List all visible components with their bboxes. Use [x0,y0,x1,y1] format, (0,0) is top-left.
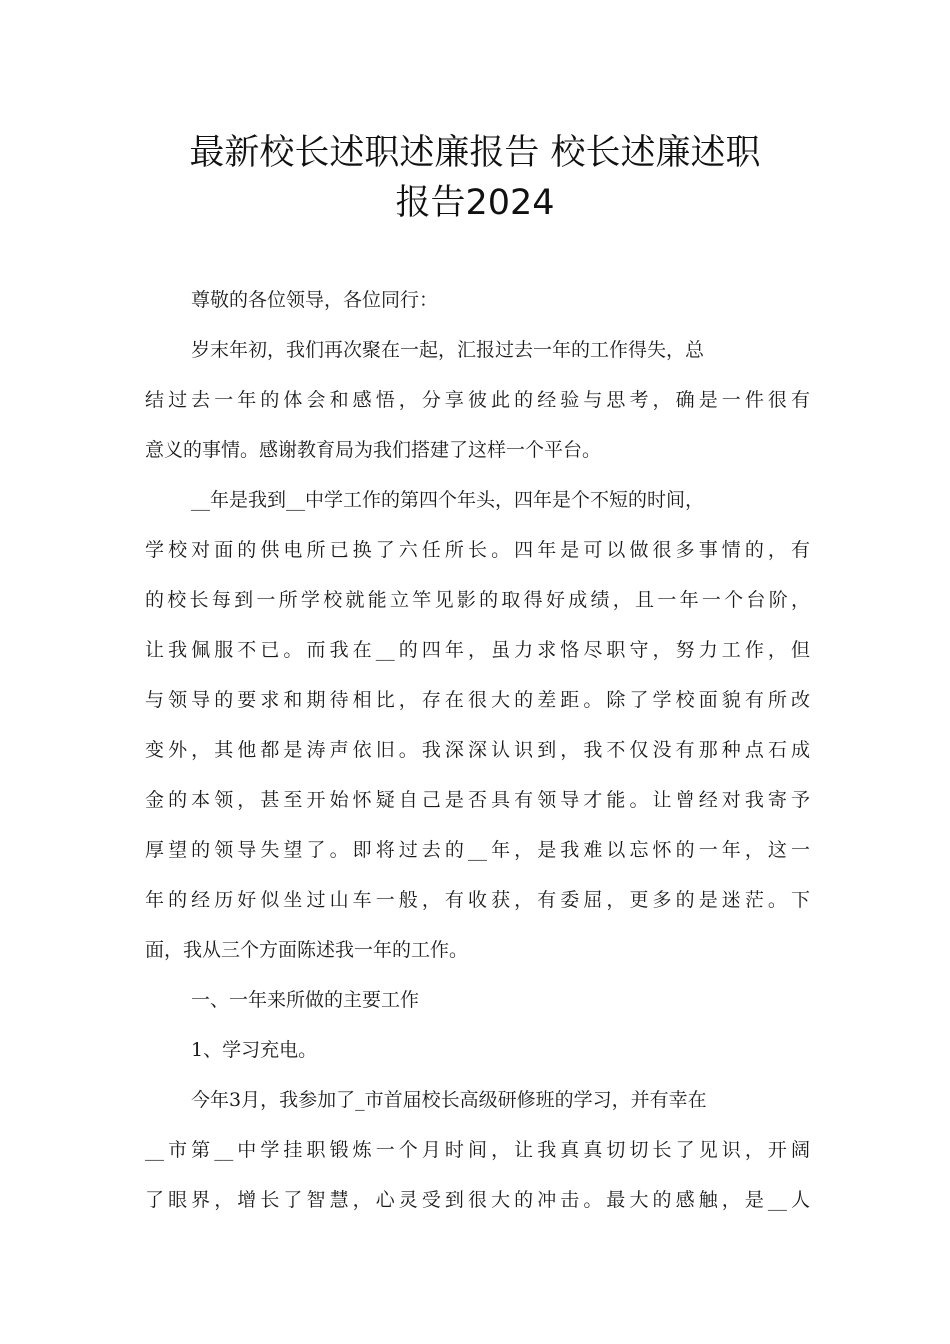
paragraph-line: 与领导的要求和期待相比，存在很大的差距。除了学校面貌有所改 [145,689,810,711]
paragraph-line: 的校长每到一所学校就能立竿见影的取得好成绩，且一年一个台阶， [145,589,810,611]
paragraph-line: 金的本领，甚至开始怀疑自己是否具有领导才能。让曾经对我寄予 [145,789,810,811]
paragraph-line: __年是我到__中学工作的第四个年头，四年是个不短的时间， [191,489,705,511]
paragraph-line: 面，我从三个方面陈述我一年的工作。 [145,939,469,961]
document-title-line-1: 最新校长述职述廉报告 校长述廉述职 [189,133,761,173]
paragraph-line: 学校对面的供电所已换了六任所长。四年是可以做很多事情的，有 [145,539,810,561]
paragraph-line: 结过去一年的体会和感悟，分享彼此的经验与思考，确是一件很有 [145,389,810,411]
paragraph-line: 今年3月，我参加了_市首届校长高级研修班的学习，并有幸在 [191,1089,707,1111]
document-title-line-2: 报告2024 [395,183,555,223]
paragraph-line: 意义的事情。感谢教育局为我们搭建了这样一个平台。 [145,439,602,461]
paragraph-line: 变外，其他都是涛声依旧。我深深认识到，我不仅没有那种点石成 [145,739,810,761]
paragraph-line: 岁末年初，我们再次聚在一起，汇报过去一年的工作得失，总 [191,339,705,361]
paragraph-line: 年的经历好似坐过山车一般，有收获，有委屈，更多的是迷茫。下 [145,889,810,911]
paragraph-line: 厚望的领导失望了。即将过去的__年，是我难以忘怀的一年，这一 [145,839,810,861]
section-heading: 一、一年来所做的主要工作 [191,989,420,1011]
subsection-heading: 1、学习充电。 [191,1039,318,1061]
paragraph-line: 让我佩服不已。而我在__的四年，虽力求恪尽职守，努力工作，但 [145,639,810,661]
salutation: 尊敬的各位领导，各位同行： [191,289,439,311]
paragraph-line: 了眼界，增长了智慧，心灵受到很大的冲击。最大的感触，是__人 [145,1189,810,1211]
paragraph-line: __市第__中学挂职锻炼一个月时间，让我真真切切长了见识，开阔 [145,1139,810,1161]
